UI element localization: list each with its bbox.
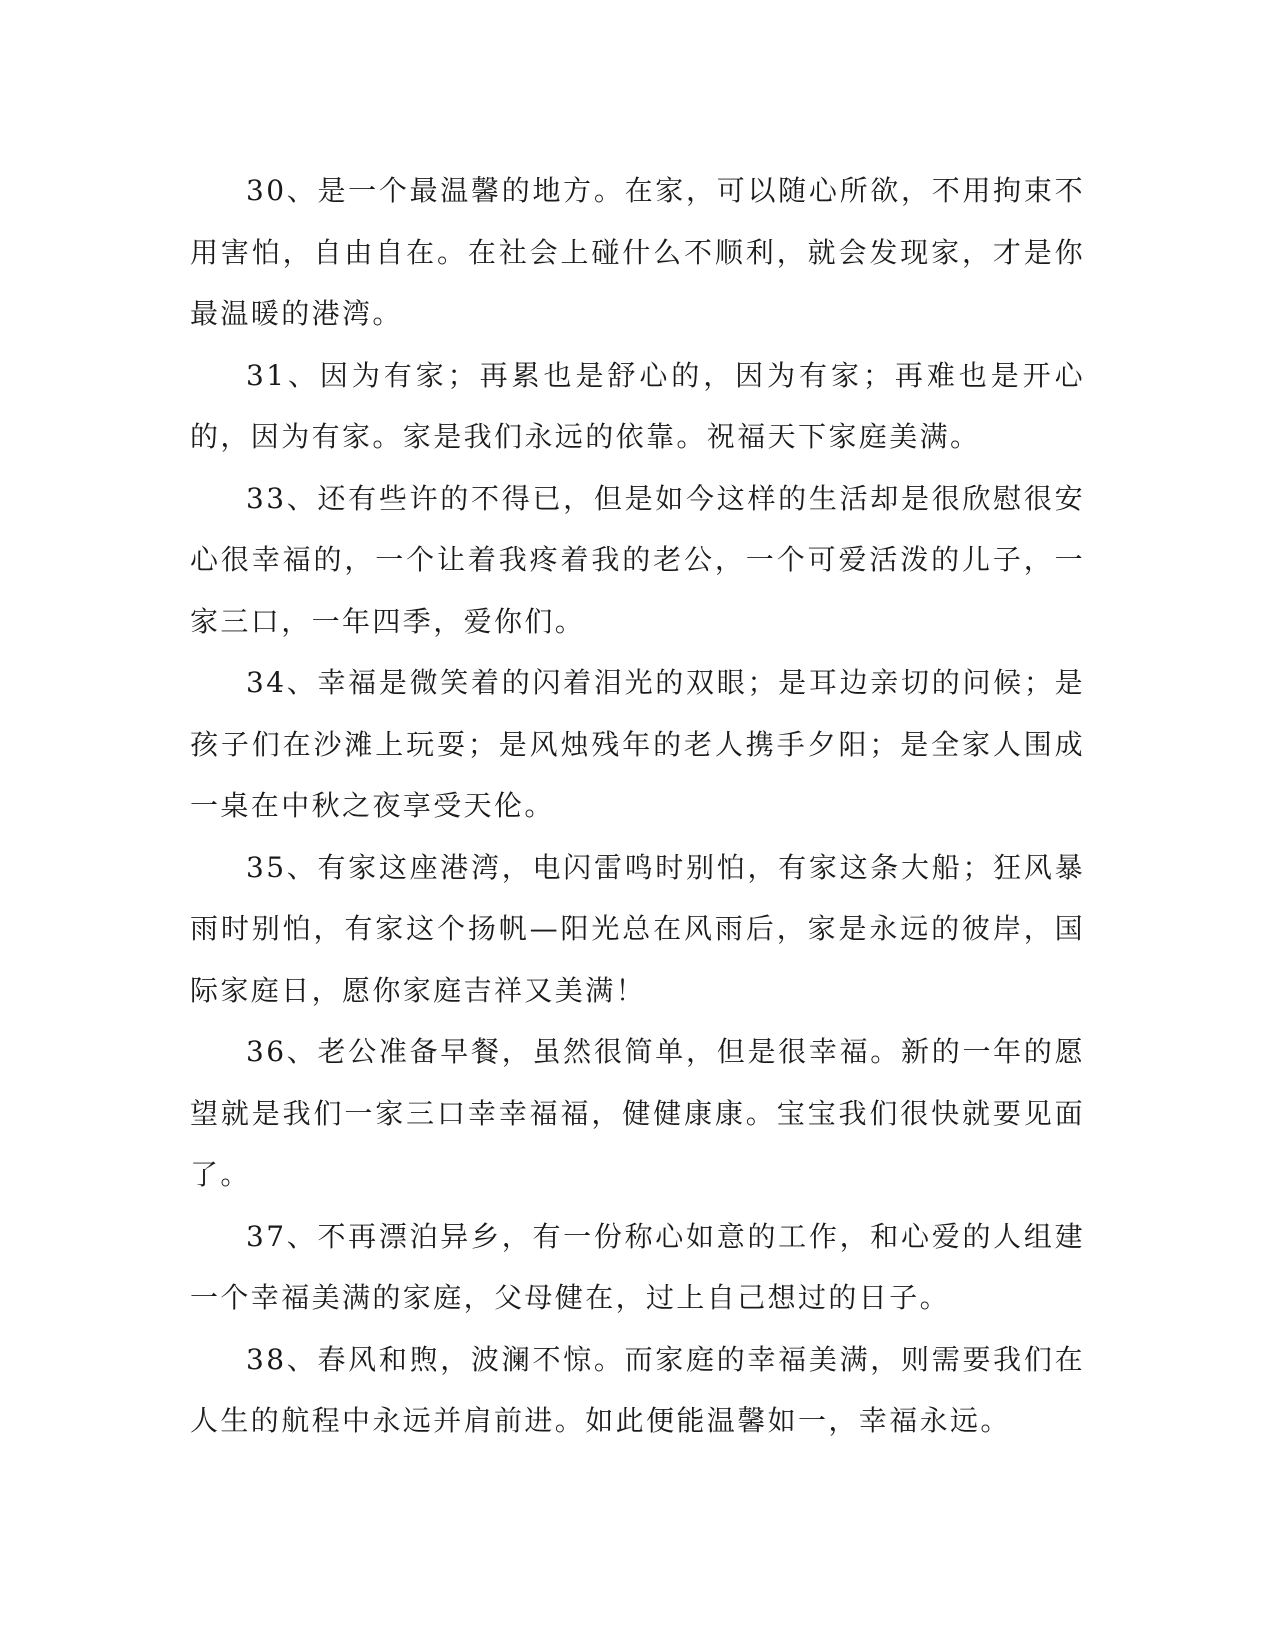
paragraph-34: 34、幸福是微笑着的闪着泪光的双眼；是耳边亲切的问候；是孩子们在沙滩上玩耍；是风烛残年的老人携手夕阳；是全家人围成一桌在中秋之夜享受天伦。 [190, 666, 1085, 822]
paragraph-36: 36、老公准备早餐，虽然很简单，但是很幸福。新的一年的愿望就是我们一家三口幸幸福福，健健康康。宝宝我们很快就要见面了。 [190, 1035, 1085, 1191]
paragraph-35: 35、有家这座港湾，电闪雷鸣时别怕，有家这条大船；狂风暴雨时别怕，有家这个扬帆—阳光总在风雨后，家是永远的彼岸，国际家庭日，愿你家庭吉祥又美满！ [190, 850, 1085, 1007]
paragraph-37: 37、不再漂泊异乡，有一份称心如意的工作，和心爱的人组建一个幸福美满的家庭，父母健在，过上自己想过的日子。 [190, 1219, 1085, 1314]
paragraph-38: 38、春风和煦，波澜不惊。而家庭的幸福美满，则需要我们在人生的航程中永远并肩前进。如此便能温馨如一，幸福永远。 [190, 1342, 1085, 1437]
paragraph-30: 30、是一个最温馨的地方。在家，可以随心所欲，不用拘束不用害怕，自由自在。在社会上碰什么不顺利，就会发现家，才是你最温暖的港湾。 [190, 174, 1085, 330]
paragraph-31: 31、因为有家；再累也是舒心的，因为有家；再难也是开心的，因为有家。家是我们永远的依靠。祝福天下家庭美满。 [190, 358, 1085, 453]
document-body [190, 160, 1085, 1452]
paragraph-33: 33、还有些许的不得已，但是如今这样的生活却是很欣慰很安心很幸福的，一个让着我疼着我的老公，一个可爱活泼的儿子，一家三口，一年四季，爱你们。 [190, 481, 1085, 638]
